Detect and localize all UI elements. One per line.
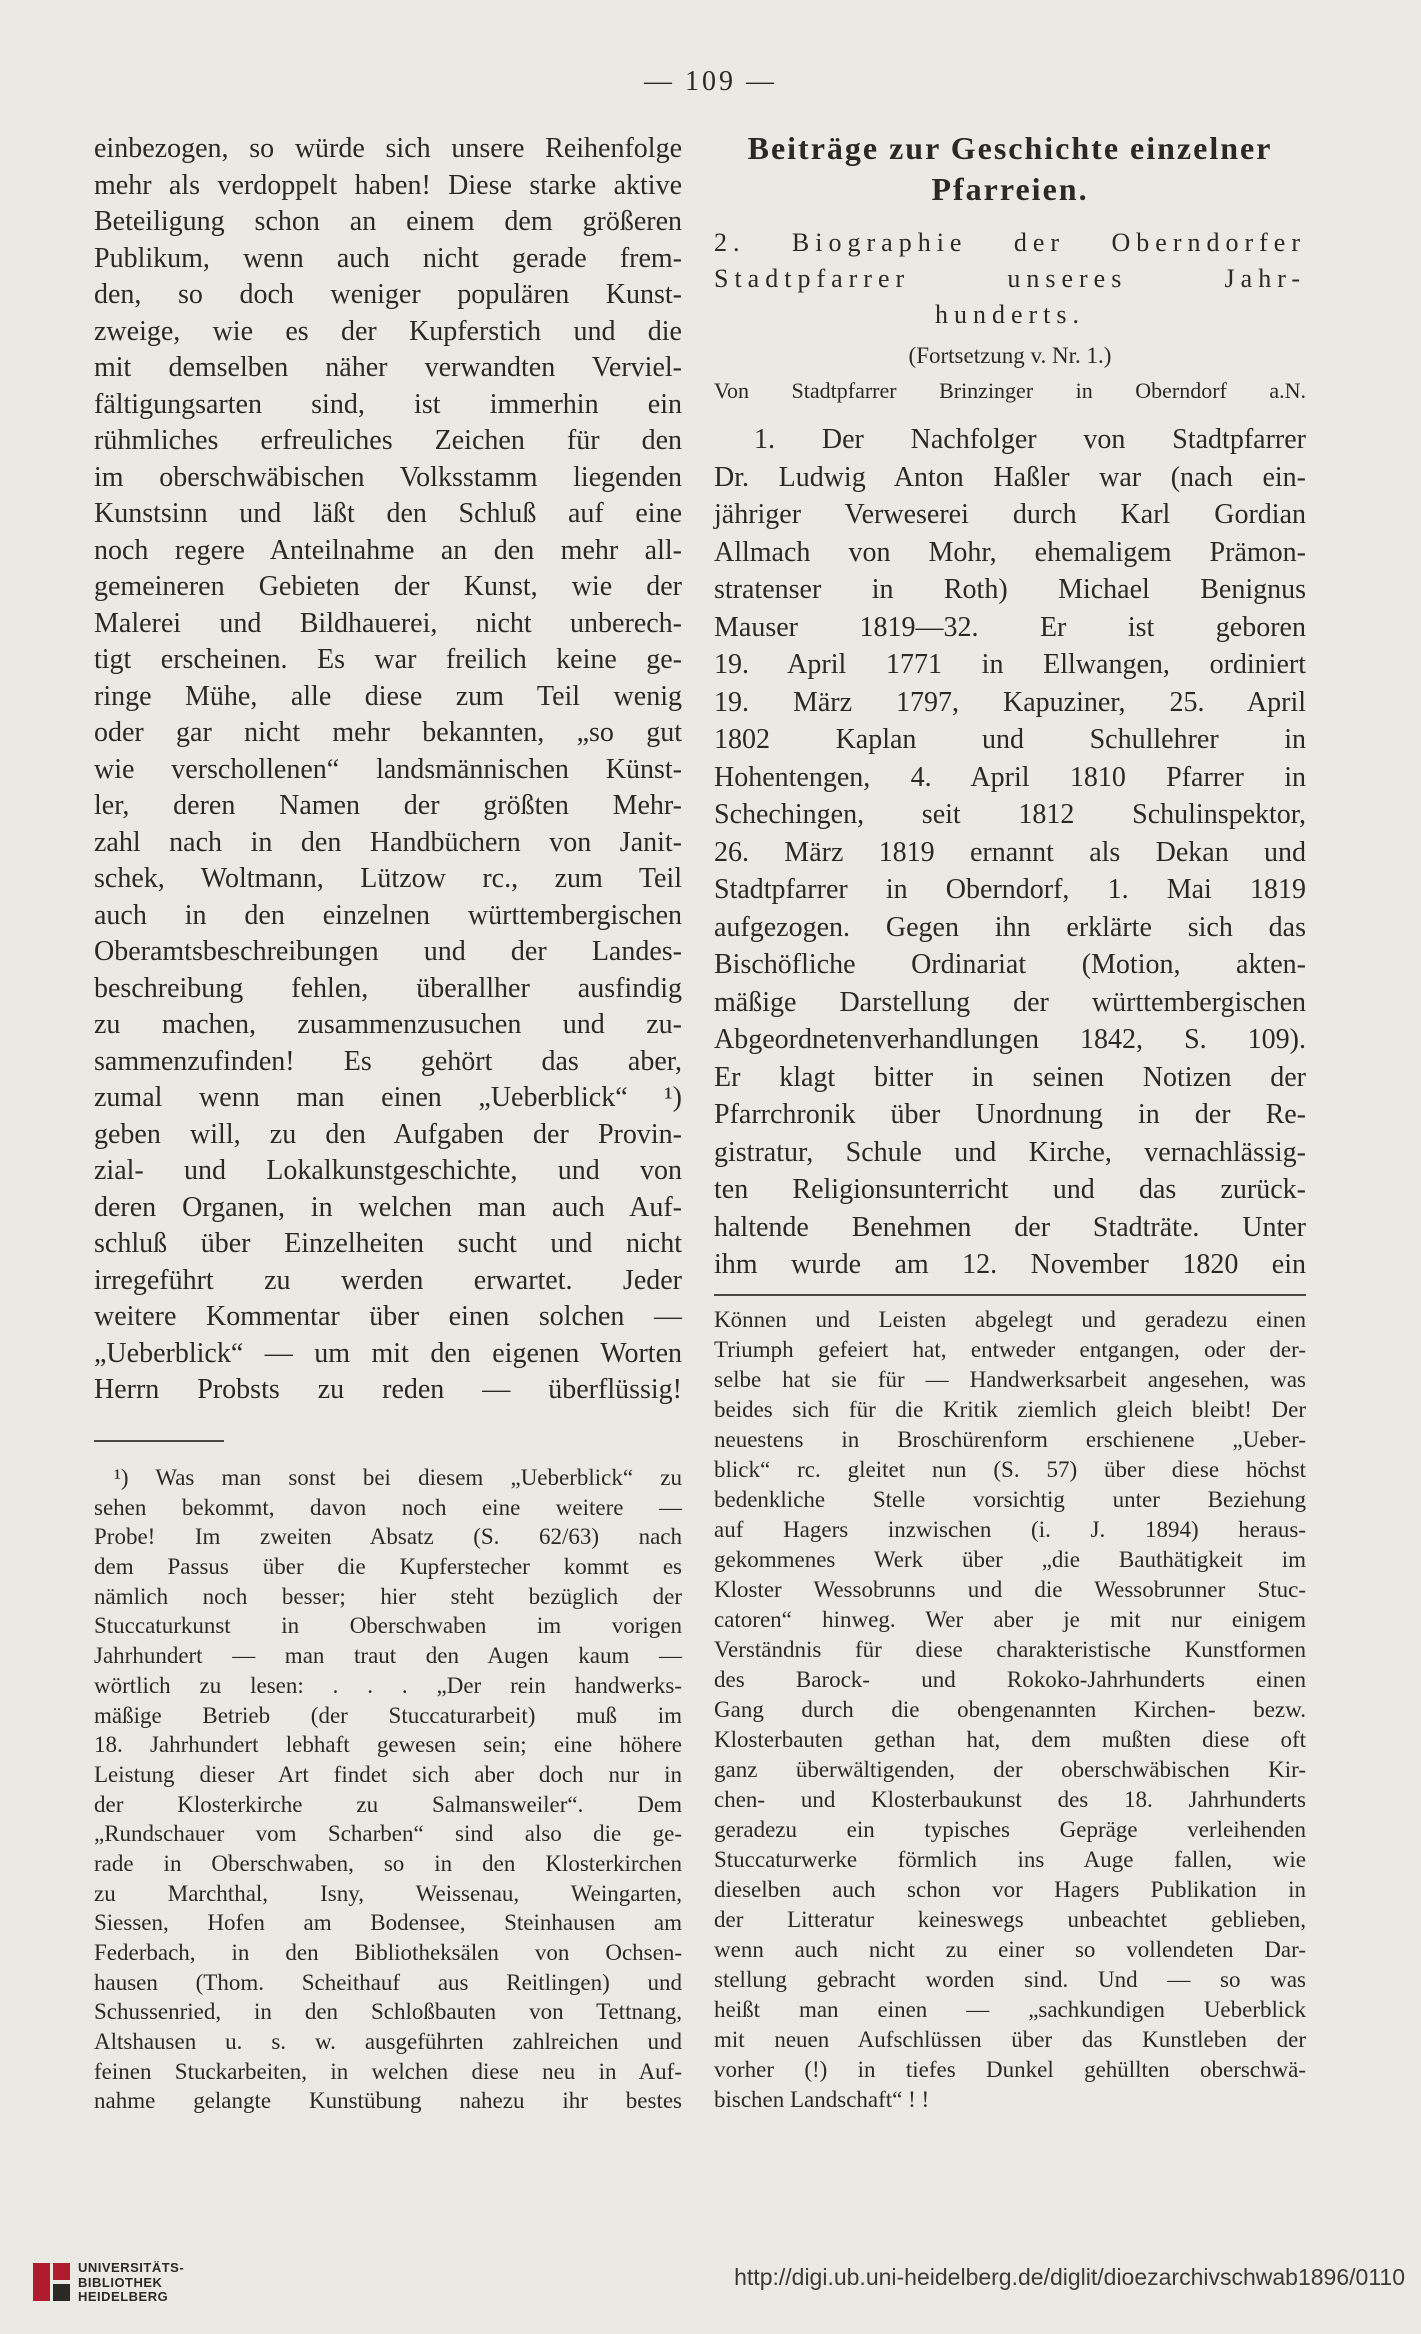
text-line: 19. April 1771 in Ellwangen, ordiniert [714, 649, 1306, 680]
text-line: wie verschollenen“ landsmännischen Künst- [94, 753, 682, 785]
text-line: noch regere Anteilnahme an den mehr all- [94, 534, 682, 566]
footnote-line: Kloster Wessobrunns und die Wessobrunner Stuc- [714, 1577, 1306, 1602]
right-column-text [714, 421, 1306, 1284]
text-line: jähriger Verweserei durch Karl Gordian [714, 499, 1306, 530]
footnote-line: stellung gebracht worden sind. Und — so was [714, 1967, 1306, 1992]
text-line: Abgeordnetenverhandlungen 1842, S. 109). [714, 1024, 1306, 1055]
text-line: aufgezogen. Gegen ihn erklärte sich das [714, 911, 1306, 943]
continuation-note: (Fortsetzung v. Nr. 1.) [908, 343, 1112, 368]
footnote-line: Jahrhundert — man traut den Augen kaum — [94, 1643, 682, 1669]
text-line: Kunstsinn und läßt den Schluß auf eine [94, 498, 682, 529]
footnote-separator [714, 1294, 1306, 1296]
text-line: beschreibung fehlen, überallher ausfindig [94, 972, 682, 1004]
logo-shape [53, 2284, 70, 2301]
text-line: mit demselben näher verwandten Verviel- [94, 352, 682, 383]
text-line: schluß über Einzelheiten sucht und nicht [94, 1228, 682, 1259]
text-line: fältigungsarten sind, ist immerhin ein [94, 388, 682, 420]
footnote-line: Verständnis für diese charakteristische Kunstformen [714, 1637, 1306, 1662]
footnote-line: selbe hat sie für — Handwerksarbeit angesehen, was [714, 1367, 1306, 1392]
text-line: Oberamtsbeschreibungen und der Landes- [94, 936, 682, 967]
footnote-line: Siessen, Hofen am Bodensee, Steinhausen am [94, 1910, 682, 1936]
text-line: Herrn Probsts zu reden — überflüssig! [94, 1374, 682, 1405]
text-line: zial- und Lokalkunstgeschichte, und von [94, 1155, 682, 1186]
article-heading-line: Pfarreien. [931, 171, 1089, 207]
subheading-line: Stadtpfarrer unseres Jahr- [714, 264, 1306, 293]
footnote-line: Klosterbauten gethan hat, dem mußten diese oft [714, 1727, 1306, 1752]
text-line: geben will, zu den Aufgaben der Provin- [94, 1118, 682, 1150]
footnote-line: ¹) Was man sonst bei diesem „Ueberblick“ zu [114, 1465, 682, 1490]
text-line: „Ueberblick“ — um mit den eigenen Worten [94, 1337, 682, 1369]
text-line: gistratur, Schule und Kirche, vernachlässig- [714, 1136, 1306, 1168]
text-line: stratenser in Roth) Michael Benignus [714, 574, 1306, 605]
text-line: ten Religionsunterricht und das zurück- [714, 1174, 1306, 1205]
footnote-line: nahme gelangte Kunstübung nahezu ihr bestes [94, 2088, 682, 2114]
text-line: zu machen, zusammenzusuchen und zu- [94, 1009, 682, 1040]
text-line: Hohentengen, 4. April 1810 Pfarrer in [714, 761, 1306, 793]
footnote-line: der Klosterkirche zu Salmansweiler“. Dem [94, 1791, 682, 1817]
footnote-line: Können und Leisten abgelegt und geradezu einen [714, 1307, 1306, 1332]
text-line: Er klagt bitter in seinen Notizen der [714, 1061, 1306, 1093]
footnote-line: gekommenes Werk über „die Bauthätigkeit im [714, 1547, 1306, 1572]
footnote-line: geradezu ein typisches Gepräge verleihenden [714, 1817, 1306, 1842]
text-line: Dr. Ludwig Anton Haßler war (nach ein- [714, 461, 1306, 493]
footnote-line: Stuccaturkunst in Oberschwaben im vorigen [94, 1613, 682, 1639]
footnote-line: rade in Oberschwaben, so in den Klosterkirchen [94, 1850, 682, 1876]
footnote-line: wenn auch nicht zu einer so vollendeten Dar- [714, 1937, 1306, 1962]
library-name-line: BIBLIOTHEK [78, 2274, 163, 2290]
text-line: Malerei und Bildhauerei, nicht unberech- [94, 607, 682, 639]
footnote-line: Altshausen u. s. w. ausgeführten zahlreichen und [94, 2029, 682, 2055]
text-line: gemeineren Gebieten der Kunst, wie der [94, 571, 682, 602]
text-line: Mauser 1819—32. Er ist geboren [714, 611, 1306, 643]
text-line: Stadtpfarrer in Oberndorf, 1. Mai 1819 [714, 874, 1306, 905]
text-line: 1802 Kaplan und Schullehrer in [714, 724, 1306, 755]
footnote-line: nämlich noch besser; hier steht bezüglich der [94, 1583, 682, 1609]
footnote-line: neuestens in Broschürenform erschienene „Ueber- [714, 1427, 1306, 1452]
footnote-line: hausen (Thom. Scheithauf aus Reitlingen) und [94, 1969, 682, 1995]
footnote-line: wörtlich zu lesen: . . . „Der rein handwerks- [94, 1672, 682, 1698]
text-line: Bischöfliche Ordinariat (Motion, akten- [714, 949, 1306, 980]
text-line: auch in den einzelnen württembergischen [94, 899, 682, 931]
text-line: zweige, wie es der Kupferstich und die [94, 315, 682, 347]
text-line: rühmliches erfreuliches Zeichen für den [94, 425, 682, 456]
article-heading [714, 128, 1306, 210]
text-line: ringe Mühe, alle diese zum Teil wenig [94, 680, 682, 712]
footnote-line: Federbach, in den Bibliotheksälen von Ochsen- [94, 1940, 682, 1965]
footnote-line: Triumph gefeiert hat, entweder entgangen, oder der- [714, 1337, 1306, 1362]
text-line: weitere Kommentar über einen solchen — [94, 1301, 682, 1332]
article-subheading [714, 225, 1306, 333]
footnote-line: Schussenried, in den Schloßbauten von Tettnang, [94, 1999, 682, 2025]
footnote-line: der Litteratur keineswegs unbeachtet geblieben, [714, 1907, 1306, 1932]
footnote-line: Gang durch die obengenannten Kirchen- bezw. [714, 1697, 1306, 1722]
footnote-line: dieselben auch schon vor Hagers Publikation in [714, 1877, 1306, 1902]
text-line: deren Organen, in welchen man auch Auf- [94, 1191, 682, 1223]
footnote-line: des Barock- und Rokoko-Jahrhunderts einen [714, 1667, 1306, 1692]
text-line: den, so doch weniger populären Kunst- [94, 279, 682, 310]
text-line: Beteiligung schon an einem dem größeren [94, 206, 682, 237]
library-logo-icon [30, 2260, 74, 2304]
footnote-line: catoren“ hinweg. Wer aber je mit nur einigem [714, 1607, 1306, 1632]
text-line: haltende Benehmen der Stadträte. Unter [714, 1211, 1306, 1243]
text-line: einbezogen, so würde sich unsere Reihenfolge [94, 133, 682, 164]
footnote-line: auf Hagers inzwischen (i. J. 1894) heraus- [714, 1517, 1306, 1542]
library-name-line: UNIVERSITÄTS- [78, 2260, 185, 2275]
subheading-line: 2. Biographie der Oberndorfer [714, 228, 1306, 257]
footnote-line: vorher (!) in tiefes Dunkel gehüllten oberschwä- [714, 2057, 1306, 2082]
left-column-footnote [94, 1463, 682, 2116]
footnote-line: chen- und Klosterbaukunst des 18. Jahrhunderts [714, 1787, 1306, 1812]
source-url: http://digi.ub.uni-heidelberg.de/diglit/dioezarchivschwab1896/0110 [734, 2264, 1405, 2290]
footnote-line: dem Passus über die Kupferstecher kommt es [94, 1554, 682, 1580]
text-line: 26. März 1819 ernannt als Dekan und [714, 836, 1306, 868]
logo-shape [53, 2263, 70, 2280]
text-line: Pfarrchronik über Unordnung in der Re- [714, 1099, 1306, 1130]
text-line: ler, deren Namen der größten Mehr- [94, 790, 682, 821]
page-number: — 109 — [644, 66, 777, 97]
footnote-line: bedenkliche Stelle vorsichtig unter Beziehung [714, 1487, 1306, 1512]
text-line: zahl nach in den Handbüchern von Janit- [94, 826, 682, 858]
footnote-line: sehen bekommt, davon noch eine weitere — [94, 1494, 682, 1520]
library-name-line: HEIDELBERG [78, 2289, 169, 2304]
text-line: schek, Woltmann, Lützow rc., zum Teil [94, 863, 682, 894]
footnote-line: Stuccaturwerke förmlich ins Auge fallen, wie [714, 1847, 1306, 1872]
footnote-line: beides sich für die Kritik ziemlich gleich bleibt! Der [714, 1397, 1306, 1422]
author-byline: Von Stadtpfarrer Brinzinger in Oberndorf a.N. [714, 378, 1306, 403]
logo-shape [33, 2263, 50, 2301]
text-line: irregeführt zu werden erwartet. Jeder [94, 1264, 682, 1296]
text-line: ihm wurde am 12. November 1820 ein [714, 1249, 1306, 1280]
text-line: zumal wenn man einen „Ueberblick“ ¹) [94, 1082, 682, 1113]
right-column-footnote [714, 1305, 1306, 2115]
text-line: im oberschwäbischen Volksstamm liegenden [94, 461, 682, 493]
footnote-line: bischen Landschaft“ ! ! [714, 2087, 930, 2112]
footnote-line: zu Marchthal, Isny, Weissenau, Weingarten, [94, 1880, 682, 1906]
text-line: mehr als verdoppelt haben! Diese starke aktive [94, 169, 682, 201]
text-line: 19. März 1797, Kapuziner, 25. April [714, 686, 1306, 718]
text-line: Allmach von Mohr, ehemaligem Prämon- [714, 536, 1306, 568]
text-line: 1. Der Nachfolger von Stadtpfarrer [754, 424, 1306, 455]
text-line: Publikum, wenn auch nicht gerade frem- [94, 242, 682, 274]
left-column-text [94, 131, 682, 1409]
footnote-line: heißt man einen — „sachkundigen Ueberblick [714, 1997, 1306, 2022]
article-heading-line: Beiträge zur Geschichte einzelner [747, 130, 1273, 166]
footnote-line: Probe! Im zweiten Absatz (S. 62/63) nach [94, 1524, 682, 1550]
footnote-line: „Rundschauer vom Scharben“ sind also die ge- [94, 1821, 682, 1847]
footnote-line: blick“ rc. gleitet nun (S. 57) über diese höchst [714, 1457, 1306, 1482]
text-line: mäßige Darstellung der württembergischen [714, 986, 1306, 1018]
subheading-line: hunderts. [934, 300, 1086, 329]
footnote-line: feinen Stuckarbeiten, in welchen diese neu in Auf- [94, 2058, 682, 2084]
footnote-line: Leistung dieser Art findet sich aber doch nur in [94, 1761, 682, 1787]
text-line: Schechingen, seit 1812 Schulinspektor, [714, 799, 1306, 830]
footnote-line: ganz überwältigenden, der oberschwäbischen Kir- [714, 1757, 1306, 1782]
text-line: sammenzufinden! Es gehört das aber, [94, 1045, 682, 1077]
text-line: tigt erscheinen. Es war freilich keine ge- [94, 644, 682, 675]
footnote-separator [94, 1440, 224, 1442]
text-line: oder gar nicht mehr bekannten, „so gut [94, 717, 682, 748]
library-name [78, 2261, 184, 2305]
footnote-line: mäßige Betrieb (der Stuccaturarbeit) muß im [94, 1702, 682, 1728]
footnote-line: 18. Jahrhundert lebhaft gewesen sein; eine höhere [94, 1732, 682, 1758]
footnote-line: mit neuen Aufschlüssen über das Kunstleben der [714, 2027, 1306, 2052]
